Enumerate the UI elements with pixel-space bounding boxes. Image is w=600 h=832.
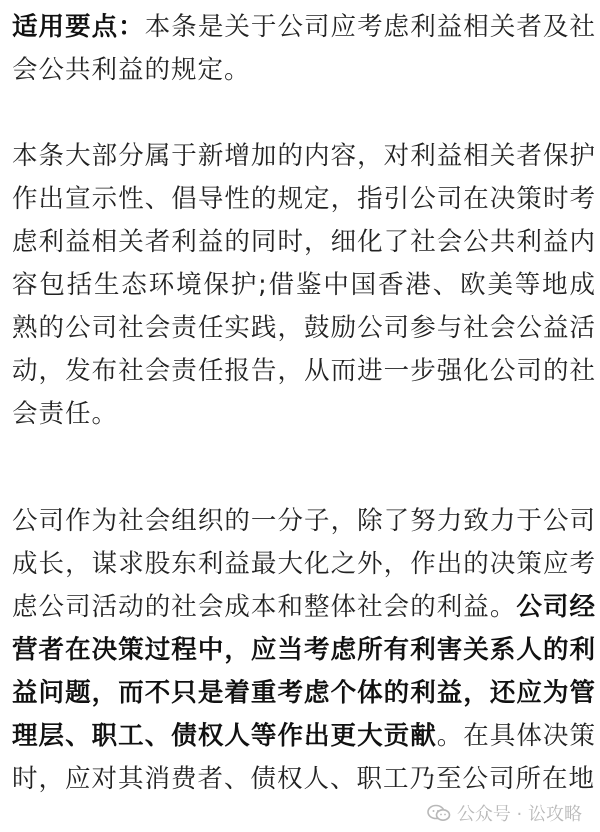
paragraph-text: 本条是关于公司应考虑利益相关者及社会公共利益的规定。 [12,12,596,85]
watermark-label: 公众号 · 讼攻略 [456,804,582,825]
paragraph-new-content [12,135,596,436]
watermark [423,798,586,828]
paragraph-social-responsibility [12,500,596,801]
paragraph-applicable-points [12,6,596,92]
lead-label: 适用要点： [12,12,145,42]
emphasis-text: 公司经营者在决策过程中，应当考虑所有利害关系人的利益问题，而不只是着重考虑个体的利益，还应为管理层、职工、债权人等作出更大贡献 [12,592,596,751]
paragraph-text: 。在具体决策时，应对其消费者、债权人、职工乃至公司所在地 [12,721,596,794]
wechat-icon [427,804,451,822]
paragraph-text: 本条大部分属于新增加的内容，对利益相关者保护作出宣示性、倡导性的规定，指引公司在决策时考虑利益相关者利益的同时，细化了社会公共利益内容包括生态环境保护;借鉴中国香港、欧美等地成熟的公司社会责任实践，鼓励公司参与社会公益活动，发布社会责任报告，从而进一步强化公司的社会责任。 [12,141,596,429]
paragraph-text: 公司作为社会组织的一分子，除了努力致力于公司成长，谋求股东利益最大化之外，作出的决策应考虑公司活动的社会成本和整体社会的利益。 [12,506,596,622]
